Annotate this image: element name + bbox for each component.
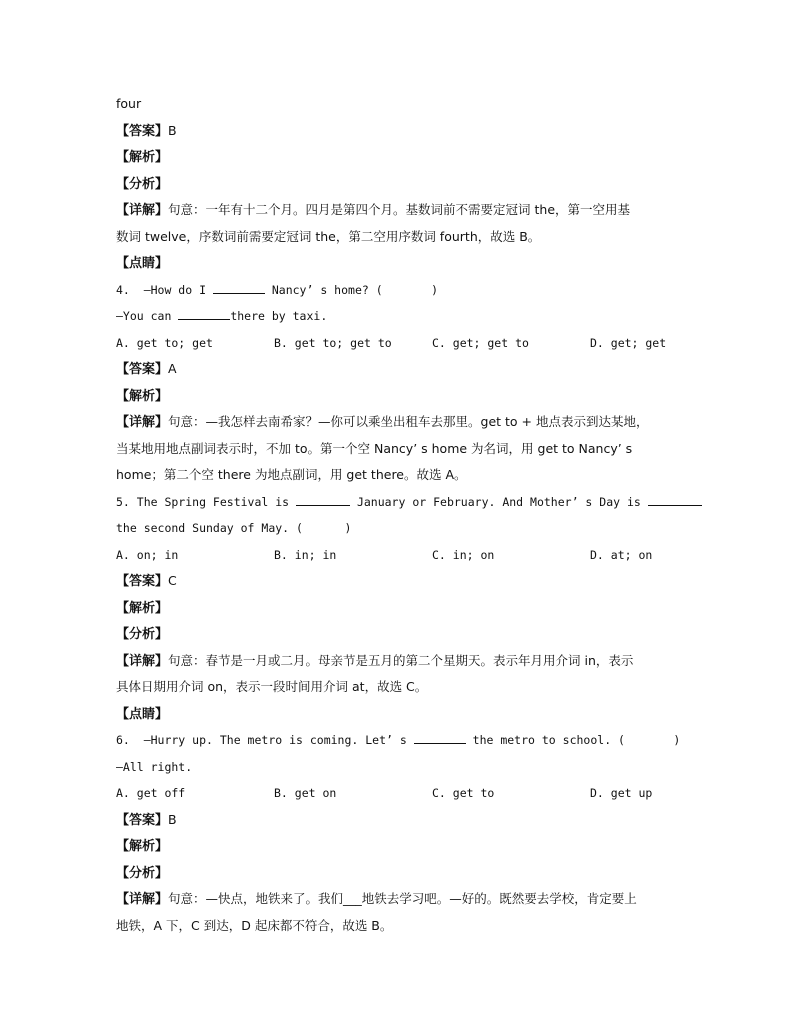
section-line xyxy=(116,621,696,648)
question-text: there by taxi. xyxy=(230,309,328,323)
section-line xyxy=(116,356,696,383)
question-text: 5. The Spring Festival is xyxy=(116,494,297,509)
question-text: Nancy’ s home? ( ) xyxy=(264,282,439,297)
option-item: B. in; in xyxy=(274,547,337,562)
section-line xyxy=(116,409,696,436)
section-tag: 【分析】 xyxy=(116,176,169,192)
option-item: D. get; get xyxy=(590,335,667,350)
option-item: C. get to xyxy=(432,786,495,800)
option-item: A. get off xyxy=(116,786,186,800)
section-line xyxy=(116,250,696,277)
section-line xyxy=(116,860,696,887)
section-text: B xyxy=(168,122,177,138)
section-tag: 【答案】 xyxy=(116,574,169,589)
answer-blank xyxy=(414,729,466,744)
section-text: 句意：一年有十二个月。四月是第四个月。基数词前不需要定冠词 the，第一空用基 xyxy=(168,202,631,217)
section-tag: 【解析】 xyxy=(116,839,169,854)
section-tag: 【解析】 xyxy=(116,600,169,616)
text-line xyxy=(116,674,696,701)
option-item: B. get on xyxy=(274,786,337,800)
section-line xyxy=(116,568,696,595)
question-text: —You can xyxy=(116,309,179,323)
section-tag: 【详解】 xyxy=(116,415,169,430)
answer-blank xyxy=(178,305,230,320)
options-row xyxy=(116,330,696,357)
section-text: B xyxy=(168,811,177,827)
section-line xyxy=(116,197,696,224)
section-tag: 【答案】 xyxy=(116,812,169,828)
text-content: four xyxy=(116,96,142,111)
option-item: B. get to; get to xyxy=(274,335,392,350)
option-item: D. get up xyxy=(590,786,653,800)
section-tag: 【答案】 xyxy=(116,362,169,377)
text-line xyxy=(116,436,696,463)
section-text: A xyxy=(168,361,177,376)
text-content: home；第二个空 there 为地点副词，用 get there。故选 A。 xyxy=(116,467,467,482)
answer-blank xyxy=(296,491,350,506)
question-text: January or February. And Mother’ s Day is xyxy=(350,494,648,509)
option-item: C. in; on xyxy=(432,547,495,562)
question-line xyxy=(116,754,696,781)
options-row xyxy=(116,542,696,569)
question-line xyxy=(116,277,696,304)
section-line xyxy=(116,118,696,145)
section-line xyxy=(116,701,696,728)
question-text: 4. —How do I xyxy=(116,282,213,297)
question-line xyxy=(116,515,696,542)
section-line xyxy=(116,833,696,860)
section-line xyxy=(116,595,696,622)
question-line xyxy=(116,489,696,516)
section-line xyxy=(116,807,696,834)
question-text: —All right. xyxy=(116,759,193,774)
section-text: 句意：—快点，地铁来了。我们___地铁去学习吧。—好的。既然要去学校，肯定要上 xyxy=(168,891,637,906)
text-content: 数词 twelve，序数词前需要定冠词 the，第二空用序数词 fourth，故选 B。 xyxy=(116,228,541,244)
text-line xyxy=(116,91,696,118)
question-line xyxy=(116,303,696,330)
section-line xyxy=(116,171,696,198)
document-page xyxy=(116,91,696,939)
section-tag: 【详解】 xyxy=(116,892,169,907)
option-item: D. at; on xyxy=(590,547,653,562)
text-content: 当某地用地点副词表示时，不加 to。第一个空 Nancy’ s home 为名词，用 get to Nancy’ s xyxy=(116,440,633,456)
question-text: the second Sunday of May. ( ) xyxy=(116,521,352,535)
section-tag: 【解析】 xyxy=(116,388,169,404)
question-text: 6. —Hurry up. The metro is coming. Let’ s xyxy=(116,733,414,747)
question-text: the metro to school. ( ) xyxy=(465,733,681,747)
text-line xyxy=(116,462,696,489)
section-tag: 【解析】 xyxy=(116,150,169,165)
section-text: 句意：—我怎样去南希家？—你可以乘坐出租车去那里。get to + 地点表示到达某地， xyxy=(168,414,649,429)
option-item: C. get; get to xyxy=(432,335,529,350)
option-item: A. get to; get xyxy=(116,335,213,350)
section-tag: 【详解】 xyxy=(116,653,169,669)
section-line xyxy=(116,648,696,675)
section-tag: 【点睛】 xyxy=(116,256,169,271)
text-content: 具体日期用介词 on，表示一段时间用介词 at，故选 C。 xyxy=(116,679,428,694)
options-row xyxy=(116,780,696,807)
section-tag: 【详解】 xyxy=(116,203,169,218)
question-line xyxy=(116,727,696,754)
section-tag: 【分析】 xyxy=(116,865,169,881)
text-line xyxy=(116,224,696,251)
section-line xyxy=(116,383,696,410)
text-line xyxy=(116,913,696,940)
section-tag: 【点睛】 xyxy=(116,706,169,722)
section-text: 句意：春节是一月或二月。母亲节是五月的第二个星期天。表示年月用介词 in，表示 xyxy=(168,652,634,668)
section-tag: 【答案】 xyxy=(116,123,169,139)
section-line xyxy=(116,886,696,913)
option-item: A. on; in xyxy=(116,547,179,562)
section-tag: 【分析】 xyxy=(116,627,169,642)
answer-blank xyxy=(648,491,702,506)
text-content: 地铁，A 下，C 到达，D 起床都不符合，故选 B。 xyxy=(116,917,393,933)
section-text: C xyxy=(168,573,177,588)
section-line xyxy=(116,144,696,171)
answer-blank xyxy=(213,279,265,294)
